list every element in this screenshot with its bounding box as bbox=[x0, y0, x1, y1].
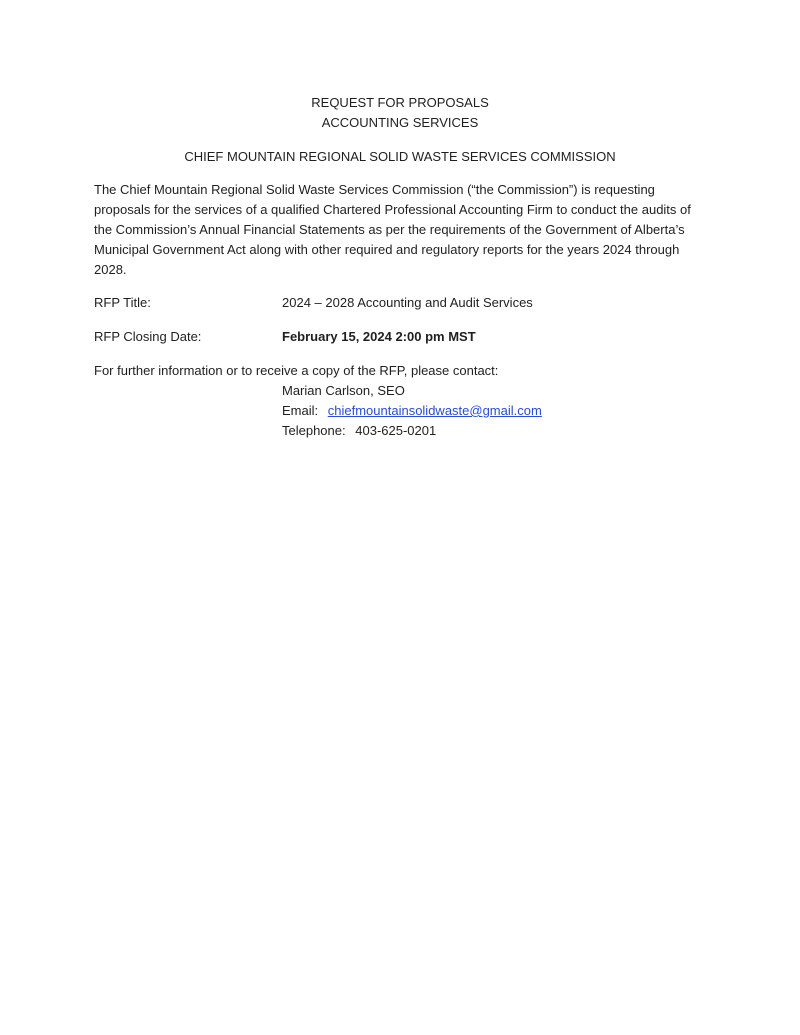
contact-email-line bbox=[282, 401, 542, 421]
organization-heading: CHIEF MOUNTAIN REGIONAL SOLID WASTE SERVICES COMMISSION bbox=[184, 149, 616, 164]
telephone-value: 403-625-0201 bbox=[355, 423, 437, 438]
email-link[interactable]: chiefmountainsolidwaste@gmail.com bbox=[327, 403, 542, 418]
document-title-line2: ACCOUNTING SERVICES bbox=[321, 115, 479, 130]
email-label: Email: bbox=[282, 403, 319, 418]
telephone-label: Telephone: bbox=[282, 423, 346, 438]
rfp-closing-value: February 15, 2024 2:00 pm MST bbox=[282, 329, 476, 344]
rfp-title-value: 2024 – 2028 Accounting and Audit Services bbox=[282, 295, 533, 310]
intro-paragraph: The Chief Mountain Regional Solid Waste Services Commission (“the Commission”) is requesting proposals for the services of a qualified Chartered Professional Accounting Firm to conduct the audits of the Commission’s Annual Financial Statements as per the requirements of the Government of Alberta’s Municipal Government Act along with other required and regulatory reports for the years 2024 through 2028. bbox=[94, 182, 691, 277]
contact-block bbox=[282, 381, 542, 441]
contact-name: Marian Carlson, SEO bbox=[282, 383, 405, 398]
contact-intro: For further information or to receive a copy of the RFP, please contact: bbox=[94, 363, 499, 378]
document-title-line1: REQUEST FOR PROPOSALS bbox=[311, 95, 489, 110]
rfp-title-row bbox=[94, 293, 709, 313]
rfp-closing-label: RFP Closing Date: bbox=[94, 329, 202, 344]
rfp-title-label: RFP Title: bbox=[94, 295, 151, 310]
contact-telephone-line bbox=[282, 421, 542, 441]
rfp-closing-row bbox=[94, 327, 709, 347]
